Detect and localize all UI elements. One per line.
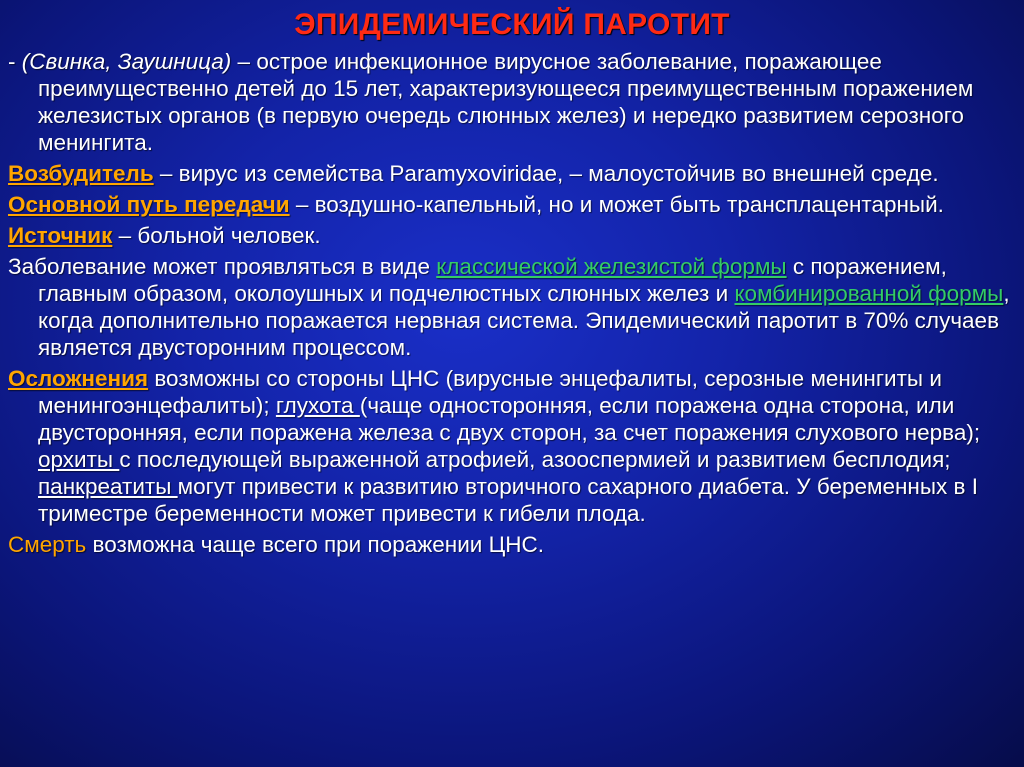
pancreatitis-term: панкреатиты [38, 474, 178, 499]
combined-form-link[interactable]: комбинированной формы [734, 281, 1004, 306]
definition-paragraph [8, 48, 1012, 156]
death-paragraph [8, 531, 1012, 558]
transmission-paragraph [8, 191, 1012, 218]
complications-text-3: с последующей выраженной атрофией, азооспермией и развитием бесплодия; [119, 447, 951, 472]
forms-text-1: Заболевание может проявляться в виде [8, 254, 437, 279]
complications-paragraph [8, 365, 1012, 527]
source-paragraph [8, 222, 1012, 249]
pathogen-text: – вирус из семейства Paramyxoviridae, – малоустойчив во внешней среде. [153, 161, 939, 186]
forms-text-3: , когда дополнительно поражается нервная система. Эпидемический паротит в 70% случаев является двусторонним процессом. [38, 281, 1010, 360]
deafness-term: глухота [275, 393, 360, 418]
definition-dash: - [8, 49, 22, 74]
slide-title: ЭПИДЕМИЧЕСКИЙ ПАРОТИТ [294, 8, 730, 41]
glandular-form-link[interactable]: классической железистой формы [436, 254, 787, 279]
source-term: Источник [8, 223, 113, 248]
complications-term: Осложнения [8, 366, 149, 391]
slide-body [8, 48, 1012, 562]
death-text: возможна чаще всего при поражении ЦНС. [86, 532, 544, 557]
transmission-term: Основной путь передачи [8, 192, 290, 217]
forms-text-2: с поражением, главным образом, околоушных и подчелюстных слюнных желез и [38, 254, 947, 306]
source-text: – больной человек. [112, 223, 321, 248]
complications-text-1: возможны со стороны ЦНС (вирусные энцефалиты, серозные менингиты и менингоэнцефалиты); [38, 366, 942, 418]
alt-names: (Свинка, Заушница) [21, 49, 232, 74]
transmission-text: – воздушно-капельный, но и может быть трансплацентарный. [289, 192, 944, 217]
complications-text-2: (чаще односторонняя, если поражена одна сторона, или двусторонняя, если поражена железа с двух сторон, за счет поражения слухового нерва); [38, 393, 981, 445]
complications-text-4: могут привести к развитию вторичного сахарного диабета. У беременных в I триместре беременности может привести к гибели плода. [38, 474, 978, 526]
death-term: Смерть [8, 532, 87, 557]
pathogen-term: Возбудитель [8, 161, 154, 186]
orchitis-term: орхиты [38, 447, 120, 472]
forms-paragraph [8, 253, 1012, 361]
pathogen-paragraph [8, 160, 1012, 187]
definition-text: – острое инфекционное вирусное заболевание, поражающее преимущественно детей до 15 лет, характеризующееся преимущественным поражением железистых органов (в первую очередь слюнных желез) и нередко развитием серозного менингита. [38, 49, 974, 155]
